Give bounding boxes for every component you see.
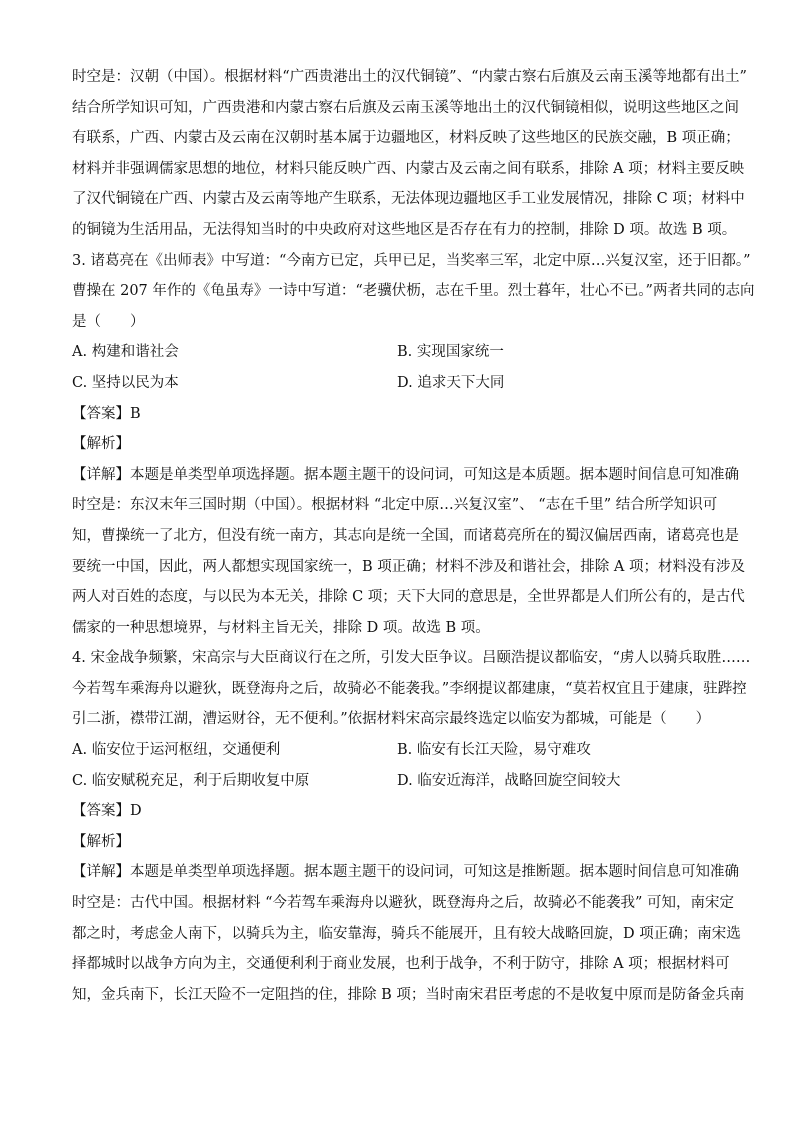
detail-line: 儒家的一种思想境界，与材料主旨无关，排除 D 项。故选 B 项。 [72,619,490,636]
question-stem-line: 4. 宋金战争频繁，宋高宗与大臣商议行在之所，引发大臣争议。吕颐浩提议都临安，“虏人以骑兵取胜…… [72,650,751,667]
detail-line: 知，曹操统一了北方，但没有统一南方，其志向是统一全国，而诸葛亮所在的蜀汉偏居西南，诸葛亮也是 [72,527,739,544]
option-c: C. 坚持以民为本 [72,374,179,391]
question-stem-line: 曹操在 207 年作的《龟虽寿》一诗中写道：“老骥伏枥，志在千里。烈士暮年，壮心不已。”两者共同的志向 [72,283,755,300]
detail-line: 【详解】本题是单类型单项选择题。据本题主题干的设问词，可知这是本质题。据本题时间信息可知准确 [72,466,739,483]
text-line: 的铜镜为生活用品，无法得知当时的中央政府对这些地区是否存在有力的控制，排除 D 项。故选 B 项。 [72,221,737,238]
option-b: B. 实现国家统一 [397,344,504,361]
text-line: 结合所学知识可知，广西贵港和内蒙古察右后旗及云南玉溪等地出土的汉代铜镜相似，说明这些地区之间 [72,99,739,116]
question-stem-line: 是（ ） [72,313,145,330]
detail-line: 要统一中国，因此，两人都想实现国家统一，B 项正确；材料不涉及和谐社会，排除 A 项；材料没有涉及 [72,558,745,575]
options-row [72,735,722,766]
option-b: B. 临安有长江天险，易守难攻 [397,742,591,759]
detail-line: 时空是：古代中国。根据材料 “今若驾车乘海舟以避狄，既登海舟之后，故骑必不能袭我” 可知，南宋定 [72,895,735,912]
text-line: 材料并非强调儒家思想的地位，材料只能反映广西、内蒙古及云南之间有联系，排除 A 项；材料主要反映 [72,160,745,177]
options-row [72,766,722,797]
option-a: A. 构建和谐社会 [72,344,179,361]
detail-line: 知，金兵南下，长江天险不一定阻挡的住，排除 B 项；当时南宋君臣考虑的不是收复中原而是防备金兵南 [72,986,745,1003]
detail-line: 两人对百姓的态度，与以民为本无关，排除 C 项；天下大同的意思是，全世界都是人们所公有的，是古代 [72,589,745,606]
text-line: 有联系，广西、内蒙古及云南在汉朝时基本属于边疆地区，材料反映了这些地区的民族交融，B 项正确； [72,130,740,147]
question-3 [72,246,755,644]
options-row [72,368,722,399]
detail-line: 择都城时以战争方向为主，交通便利利于商业发展，也利于战争，不利于防守，排除 A 项；根据材料可 [72,956,730,973]
option-d: D. 追求天下大同 [397,374,505,391]
option-c: C. 临安赋税充足，利于后期收复中原 [72,772,310,789]
analysis-label: 【解析】 [72,436,130,453]
option-a: A. 临安位于运河枢纽，交通便利 [72,742,281,759]
document-page [72,62,755,1010]
answer-label: 【答案】D [72,803,142,820]
detail-line: 都之时，考虑金人南下，以骑兵为主，临安靠海，骑兵不能展开，且有较大战略回旋，D 项正确；南宋选 [72,925,741,942]
options-row [72,337,722,368]
answer-label: 【答案】B [72,405,141,422]
option-d: D. 临安近海洋，战略回旋空间较大 [397,772,621,789]
question-stem-line: 3. 诸葛亮在《出师表》中写道：“今南方已定，兵甲已足，当奖率三军，北定中原…兴复汉室，还于旧都。” [72,252,751,269]
detail-line: 【详解】本题是单类型单项选择题。据本题主题干的设问词，可知这是推断题。据本题时间信息可知准确 [72,864,739,881]
analysis-label: 【解析】 [72,833,130,850]
text-line: 了汉代铜镜在广西、内蒙古及云南等地产生联系，无法体现边疆地区手工业发展情况，排除 C 项；材料中 [72,191,745,208]
text-line: 时空是：汉朝（中国）。根据材料“广西贵港出土的汉代铜镜”、“内蒙古察右后旗及云南玉溪等地都有出土” [72,69,747,85]
question-stem-line: 今若驾车乘海舟以避狄，既登海舟之后，故骑必不能袭我。”李纲提议都建康，“莫若权宜且于建康，驻跸控 [72,680,747,697]
question-stem-line: 引二浙，襟带江湖，漕运财谷，无不便利。”依据材料宋高宗最终选定以临安为都城，可能是（ ） [72,711,711,728]
prev-question-detail [72,62,747,246]
question-4 [72,643,751,1010]
detail-line: 时空是：东汉末年三国时期（中国）。根据材料 “北定中原…兴复汉室”、 “志在千里” 结合所学知识可 [72,497,718,514]
